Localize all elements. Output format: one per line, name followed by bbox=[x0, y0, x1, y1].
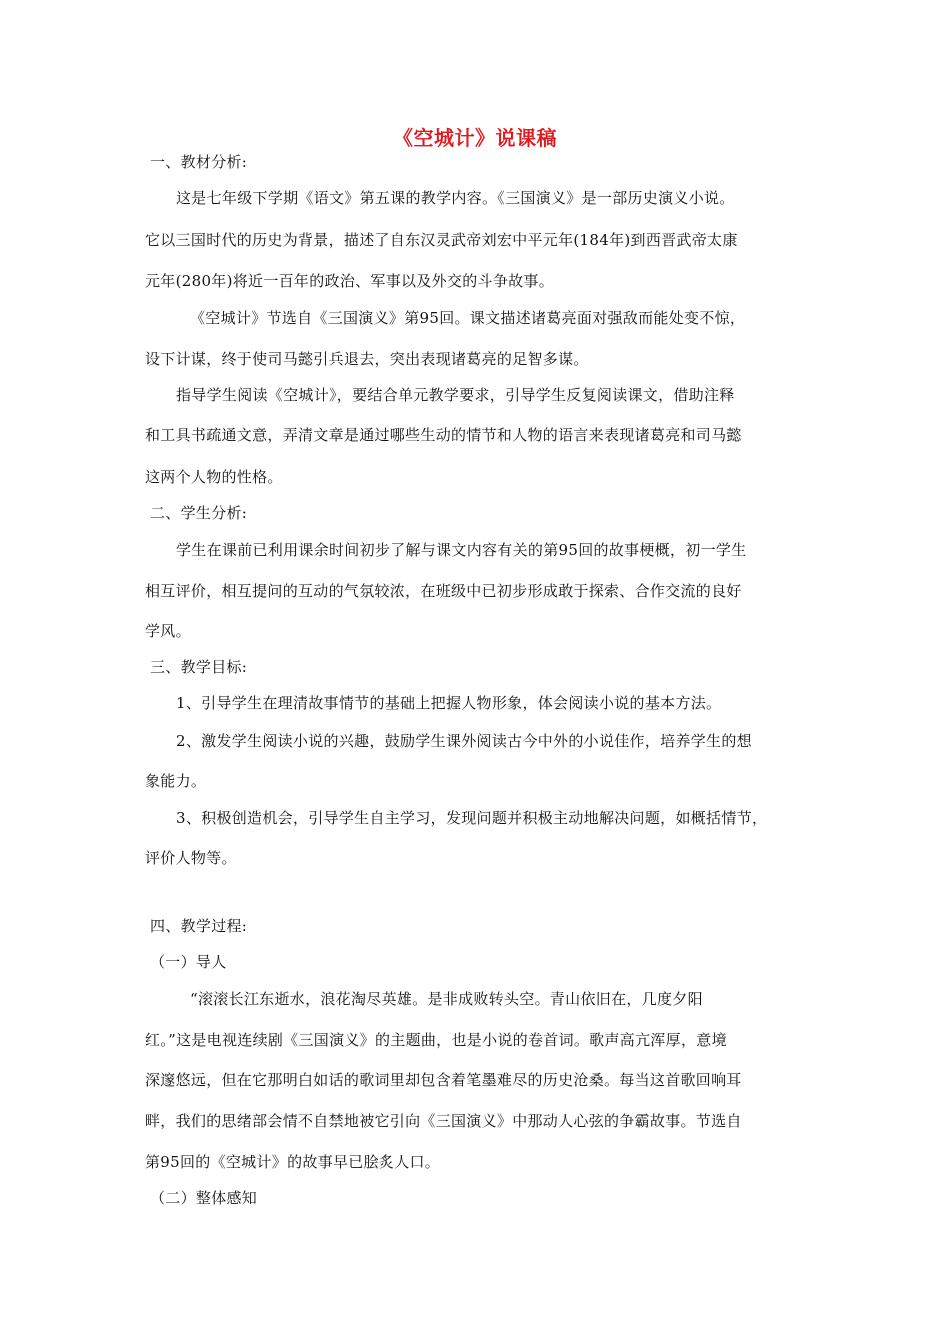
paragraph-line: 《空城计》节选自《三国演义》第95回。课文描述诸葛亮面对强敌而能处变不惊， bbox=[190, 309, 746, 327]
paragraph-line: 深邃悠远，但在它那明白如话的歌词里却包含着笔墨难尽的历史沧桑。每当这首歌回响耳 bbox=[145, 1071, 742, 1089]
paragraph-line: 元年(280年)将近一百年的政治、军事以及外交的斗争故事。 bbox=[145, 272, 555, 290]
paragraph-line: 2、激发学生阅读小说的兴趣，鼓励学生课外阅读古今中外的小说佳作，培养学生的想 bbox=[176, 732, 752, 750]
paragraph-line: 评价人物等。 bbox=[145, 849, 237, 867]
paragraph-line: 第95回的《空城计》的故事早已脍炙人口。 bbox=[145, 1153, 441, 1171]
paragraph-line: 这两个人物的性格。 bbox=[145, 468, 283, 486]
paragraph-line: 畔，我们的思绪部会情不自禁地被它引向《三国演义》中那动人心弦的争霸故事。节选自 bbox=[145, 1112, 742, 1130]
paragraph-line: 学风。 bbox=[145, 622, 191, 640]
paragraph-line: 和工具书疏通文意，弄清文章是通过哪些生动的情节和人物的语言来表现诸葛亮和司马懿 bbox=[145, 426, 742, 444]
paragraph-line: 学生在课前已利用课余时间初步了解与课文内容有关的第95回的故事梗概，初一学生 bbox=[176, 541, 747, 559]
section-heading-4: 四、教学过程: bbox=[150, 917, 248, 935]
paragraph-line: “滚滚长江东逝水，浪花淘尽英雄。是非成败转头空。青山依旧在，几度夕阳 bbox=[190, 990, 703, 1008]
subsection-heading: （二）整体感知 bbox=[150, 1189, 258, 1207]
paragraph-line: 红。”这是电视连续剧《三国演义》的主题曲，也是小说的卷首词。歌声高亢浑厚，意境 bbox=[145, 1031, 727, 1049]
paragraph-line: 1、引导学生在理清故事情节的基础上把握人物形象，体会阅读小说的基本方法。 bbox=[176, 694, 722, 712]
document-title: 《空城计》说课稿 bbox=[393, 126, 557, 150]
paragraph-line: 它以三国时代的历史为背景，描述了自东汉灵武帝刘宏中平元年(184年)到西晋武帝太康 bbox=[145, 231, 738, 249]
paragraph-line: 这是七年级下学期《语文》第五课的教学内容。《三国演义》是一部历史演义小说。 bbox=[176, 189, 735, 207]
paragraph-line: 相互评价，相互提问的互动的气氛较浓，在班级中已初步形成敢于探索、合作交流的良好 bbox=[145, 582, 742, 600]
section-heading-3: 三、教学目标: bbox=[150, 658, 248, 676]
section-heading-2: 二、学生分析: bbox=[150, 504, 248, 522]
paragraph-line: 象能力。 bbox=[145, 772, 207, 790]
paragraph-line: 3、积极创造机会，引导学生自主学习，发现问题并积极主动地解决问题，如概括情节， bbox=[176, 809, 768, 827]
paragraph-line: 设下计谋，终于使司马懿引兵退去，突出表现诸葛亮的足智多谋。 bbox=[145, 350, 589, 368]
subsection-heading: （一）导人 bbox=[150, 953, 227, 971]
paragraph-line: 指导学生阅读《空城计》，要结合单元教学要求，引导学生反复阅读课文，借助注释 bbox=[176, 386, 735, 404]
section-heading-1: 一、教材分析: bbox=[150, 153, 248, 171]
